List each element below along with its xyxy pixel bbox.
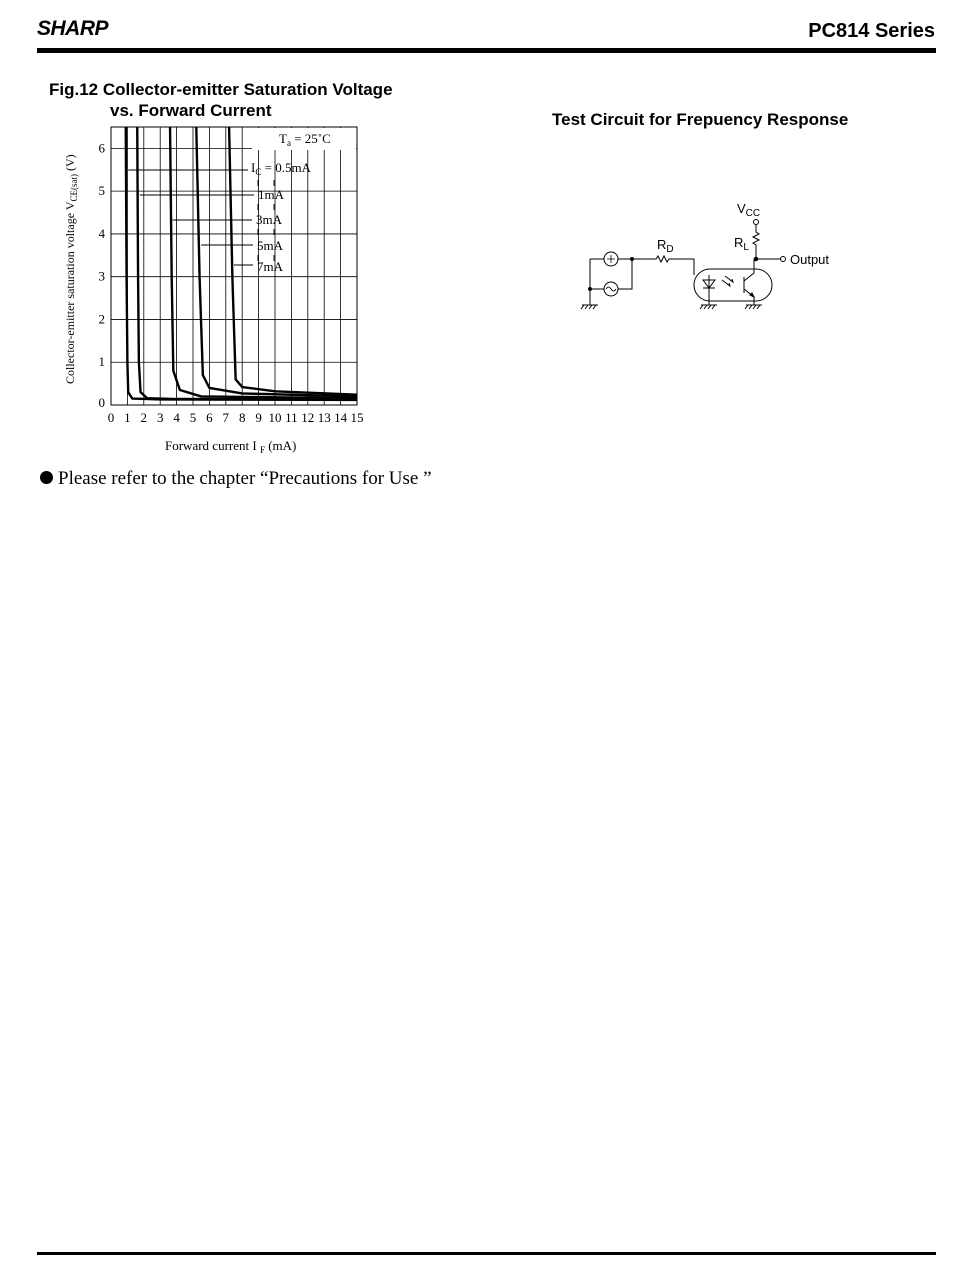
series-label-5ma: 5mA bbox=[257, 238, 283, 253]
figure-title-line1: Fig.12 Collector-emitter Saturation Voltage bbox=[49, 80, 393, 99]
x-tick-label: 11 bbox=[285, 410, 298, 425]
x-tick-label: 4 bbox=[173, 410, 180, 425]
circuit-title: Test Circuit for Frepuency Response bbox=[552, 110, 849, 129]
x-tick-label: 6 bbox=[206, 410, 213, 425]
rl-resistor-icon bbox=[753, 225, 759, 259]
x-tick-label: 7 bbox=[222, 410, 230, 425]
y-tick-label: 3 bbox=[98, 268, 105, 284]
y-tick-labels bbox=[99, 140, 106, 410]
series-label-ic: $I_C = 0.5mA$ bbox=[251, 160, 311, 177]
x-tick-label: 1 bbox=[124, 410, 131, 425]
x-tick-label: 14 bbox=[334, 410, 348, 425]
y-tick-label: 6 bbox=[98, 140, 105, 156]
output-terminal-icon bbox=[781, 257, 786, 262]
rd-label: $R_D$ bbox=[657, 237, 674, 255]
x-tick-label: 10 bbox=[268, 410, 282, 425]
x-tick-label: 5 bbox=[189, 410, 197, 425]
output-label: Output bbox=[790, 252, 830, 267]
x-tick-label: 2 bbox=[140, 410, 148, 425]
y-tick-label: 1 bbox=[98, 354, 105, 370]
bullet-icon bbox=[40, 471, 53, 484]
x-tick-label: 13 bbox=[317, 410, 331, 425]
y-tick-label: 2 bbox=[98, 311, 105, 327]
x-tick-label: 3 bbox=[156, 410, 164, 425]
vcc-label: $V_{CC}$ bbox=[737, 201, 761, 219]
chart-label-leaders bbox=[128, 170, 274, 265]
sharp-logo: SHARP bbox=[37, 17, 109, 40]
figure-title-line2: vs. Forward Current bbox=[110, 101, 272, 120]
series-label-7ma: 7mA bbox=[257, 259, 283, 274]
y-tick-label: 0 bbox=[98, 395, 105, 410]
x-tick-label: 15 bbox=[350, 410, 364, 425]
precautions-note-text: Please refer to the chapter “Precautions for Use ” bbox=[58, 468, 432, 489]
x-tick-label: 12 bbox=[301, 410, 315, 425]
ta-annotation: $T_a$ = 25˚C bbox=[279, 131, 331, 148]
x-tick-labels bbox=[108, 410, 364, 425]
rd-resistor-icon bbox=[632, 256, 694, 275]
series-label-1ma: 1mA bbox=[258, 187, 284, 202]
test-circuit-diagram bbox=[570, 195, 850, 325]
series-title: PC814 Series bbox=[808, 20, 935, 42]
x-tick-label: 8 bbox=[238, 410, 246, 425]
footer-rule bbox=[37, 1252, 936, 1255]
series-label-3ma: 3mA bbox=[256, 212, 282, 227]
rl-label: $R_L$ bbox=[734, 235, 749, 253]
precautions-note bbox=[40, 468, 432, 490]
x-axis-label: Forward current I $_F$ (mA) bbox=[165, 438, 297, 455]
x-tick-label: 0 bbox=[107, 410, 115, 425]
y-tick-label: 4 bbox=[98, 225, 105, 241]
x-tick-label: 9 bbox=[255, 410, 262, 425]
y-axis-label: Collector-emitter saturation voltage $V_{CE(sat)}$ (V) bbox=[63, 154, 79, 384]
optocoupler-icon bbox=[694, 269, 772, 301]
y-tick-label: 5 bbox=[98, 183, 105, 199]
